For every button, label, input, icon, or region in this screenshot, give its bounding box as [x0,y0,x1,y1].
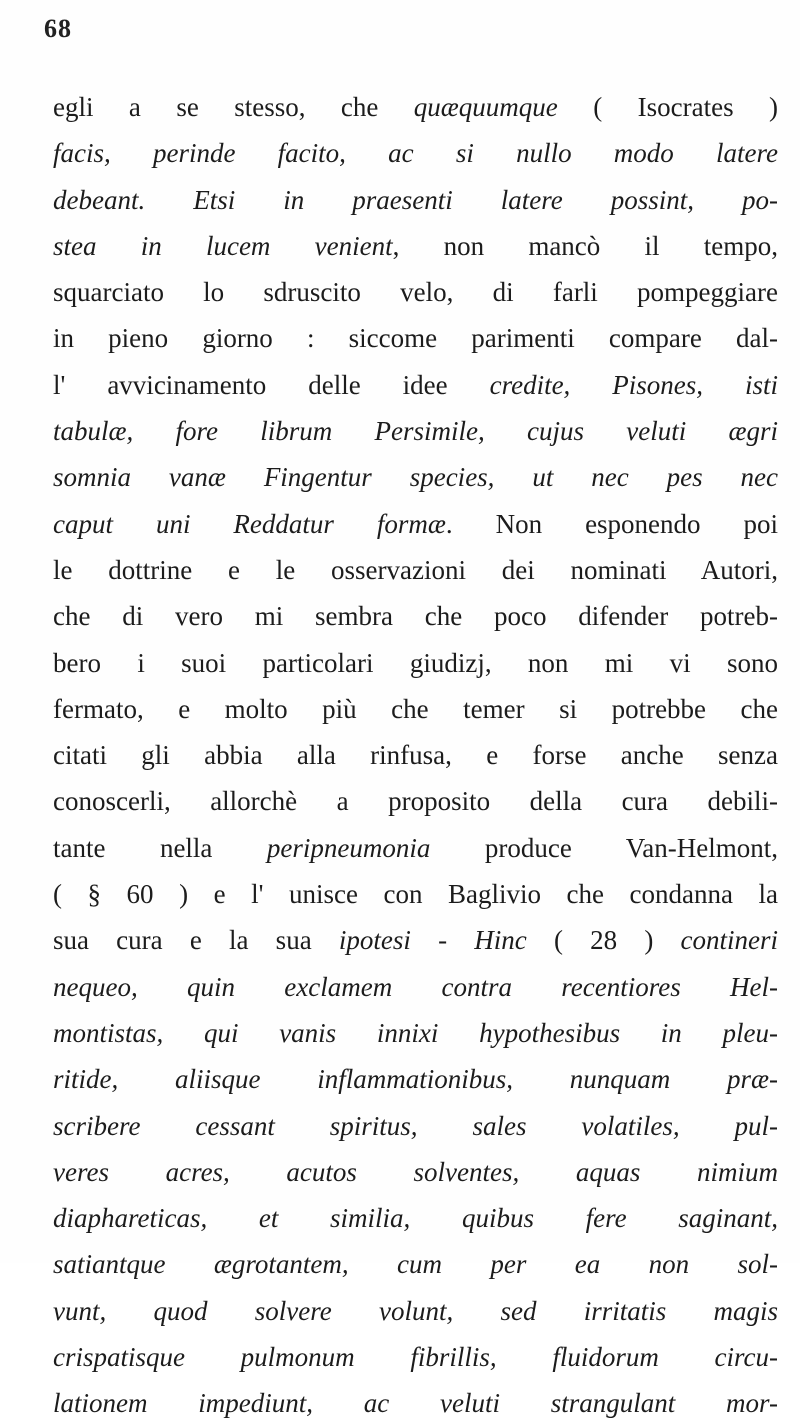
text-segment: tante nella [53,832,267,863]
italic-text-segment: diaphareticas, et similia, quibus fere saginant, [53,1203,778,1234]
page-number: 68 [44,14,72,43]
italic-text-segment: satiantque ægrotantem, cum per ea non sol- [53,1249,778,1280]
text-line [53,1149,778,1195]
text-line [53,1195,778,1241]
text-line [53,917,778,963]
text-line [53,825,778,871]
text-line [53,84,778,130]
text-line [53,593,778,639]
italic-text-segment: vunt, quod solvere volunt, sed irritatis magis [53,1295,778,1326]
text-line [53,130,778,176]
text-segment: sua cura e la sua [53,925,339,956]
text-line [53,177,778,223]
text-line [53,1241,778,1287]
text-segment: ( Isocrates ) [557,92,778,122]
italic-text-segment: veres acres, acutos solventes, aquas nimium [53,1156,778,1187]
italic-text-segment: credite, Pisones, isti [489,369,778,400]
italic-text-segment: montistas, qui vanis innixi hypothesibus in pleu- [53,1017,778,1048]
text-line [53,454,778,500]
text-segment: le dottrine e le osservazioni dei nominati Autori, [53,554,778,585]
text-segment: ( § 60 ) e l' unisce con Baglivio che condanna la [53,879,778,910]
italic-text-segment: tabulæ, fore librum Persimile, cujus veluti ægri [53,416,778,447]
text-line [53,408,778,454]
text-segment: egli a se stesso, che [53,92,414,122]
text-line [53,686,778,732]
text-line [53,501,778,547]
text-segment: ( 28 ) [526,925,681,956]
italic-text-segment: scribere cessant spiritus, sales volatiles, pul- [53,1110,778,1141]
text-line [53,1334,778,1380]
text-line [53,732,778,778]
italic-text-segment: lationem impediunt, ac veluti strangulant mor- [53,1388,778,1419]
text-segment: , non mancò il tempo, [392,230,778,261]
text-segment: bero i suoi particolari giudizj, non mi vi sono [53,647,778,678]
text-segment: . Non esponendo poi [445,508,778,539]
text-segment: in pieno giorno : siccome parimenti compare dal- [53,323,778,354]
italic-text-segment: nequeo, quin exclamem contra recentiores Hel- [53,971,778,1002]
text-line [53,1380,778,1426]
italic-text-segment: contineri [680,925,778,956]
italic-text-segment: facis, perinde facito, ac si nullo modo latere [53,138,778,169]
text-line [53,315,778,361]
body-text [53,84,778,1427]
italic-text-segment: Hinc [474,925,527,956]
text-line [53,1010,778,1056]
text-line [53,964,778,1010]
italic-text-segment: ritide, aliisque inflammationibus, nunquam præ- [53,1064,778,1095]
italic-text-segment: crispatisque pulmonum fibrillis, fluidorum circu- [53,1342,778,1373]
text-line [53,1288,778,1334]
italic-text-segment: caput uni Reddatur formæ [53,508,446,539]
text-segment: che di vero mi sembra che poco difender potreb- [53,601,778,632]
text-segment: fermato, e molto più che temer si potrebbe che [53,693,778,724]
italic-text-segment: peripneumonia [266,832,431,863]
italic-text-segment: somnia vanæ Fingentur species, ut nec pes nec [53,462,778,493]
text-segment: l' avvicinamento delle idee [53,369,490,400]
text-line [53,871,778,917]
text-line [53,362,778,408]
text-segment: citati gli abbia alla rinfusa, e forse anche senza [53,740,778,771]
text-line [53,1103,778,1149]
text-line [53,269,778,315]
italic-text-segment: ipotesi [338,925,411,956]
italic-text-segment: debeant. Etsi in praesenti latere possint, po- [53,184,778,215]
text-line [53,640,778,686]
text-segment: - [410,925,475,956]
text-line [53,547,778,593]
text-segment: squarciato lo sdruscito velo, di farli pompeggiare [53,277,778,308]
italic-text-segment: quæquumque [413,92,558,122]
text-line [53,1056,778,1102]
text-line [53,778,778,824]
italic-text-segment: stea in lucem venient [53,230,393,261]
text-segment: produce Van-Helmont, [430,832,778,863]
text-line [53,223,778,269]
text-segment: conoscerli, allorchè a proposito della cura debili- [53,786,778,817]
